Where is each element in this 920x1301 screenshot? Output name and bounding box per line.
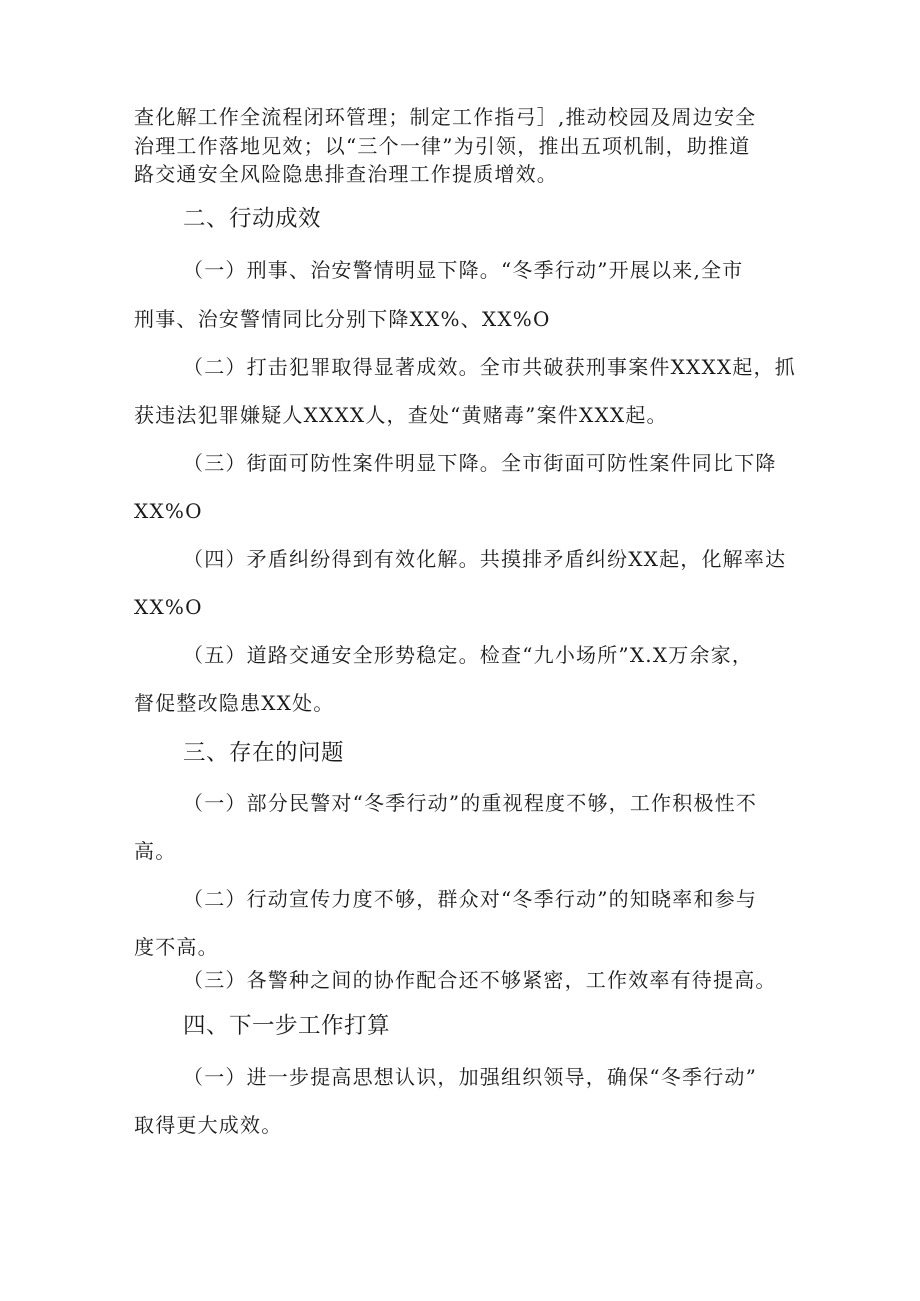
- results-item-3-line-1: （三）街面可防性案件明显下降。全市街面可防性案件同比下降: [183, 451, 777, 475]
- results-item-3-line-2: XX%O: [134, 499, 203, 523]
- problems-item-1-line-2: 高。: [134, 839, 177, 863]
- results-item-4-line-2: XX%O: [134, 595, 203, 619]
- results-item-1-line-2: 刑事、治安警情同比分别下降XX%、XX%O: [134, 307, 551, 331]
- intro-line-2: 治理工作落地见效；以“三个一律”为引领，推出五项机制，助推道: [134, 134, 751, 158]
- section-heading-next-steps: 四、下一步工作打算: [183, 1013, 391, 1039]
- problems-item-1-line-1: （一）部分民警对“冬季行动”的重视程度不够，工作积极性不: [183, 791, 758, 815]
- problems-item-3-line-1: （三）各警种之间的协作配合还不够紧密，工作效率有待提高。: [183, 968, 777, 992]
- problems-item-2-line-2: 度不高。: [134, 935, 219, 959]
- results-item-1-line-1: （一）刑事、治安警情明显下降。“冬季行动”开展以来,全市: [183, 258, 744, 282]
- intro-line-3: 路交通安全风险隐患排查治理工作提质增效。: [134, 162, 558, 186]
- results-item-2-line-2: 获违法犯罪嫌疑人XXXX人，查处“黄赌毒”案件XXX起。: [134, 403, 668, 427]
- next-steps-item-1-line-1: （一）进一步提高思想认识，加强组织领导，确保“冬季行动”: [183, 1065, 758, 1089]
- next-steps-item-1-line-2: 取得更大成效。: [134, 1113, 283, 1137]
- results-item-5-line-1: （五）道路交通安全形势稳定。检查“九小场所”X.X万余家，: [183, 643, 754, 667]
- results-item-2-line-1: （二）打击犯罪取得显著成效。全市共破获刑事案件XXXX起，抓: [183, 355, 796, 379]
- section-heading-results: 二、行动成效: [183, 206, 322, 232]
- problems-item-2-line-1: （二）行动宣传力度不够，群众对“冬季行动”的知晓率和参与: [183, 887, 758, 911]
- results-item-5-line-2: 督促整改隐患XX处。: [134, 691, 335, 715]
- section-heading-problems: 三、存在的问题: [183, 740, 345, 766]
- results-item-4-line-1: （四）矛盾纠纷得到有效化解。共摸排矛盾纠纷XX起，化解率达: [183, 547, 787, 571]
- intro-line-1: 查化解工作全流程闭环管理；制定工作指弓］,推动校园及周边安全: [134, 105, 757, 129]
